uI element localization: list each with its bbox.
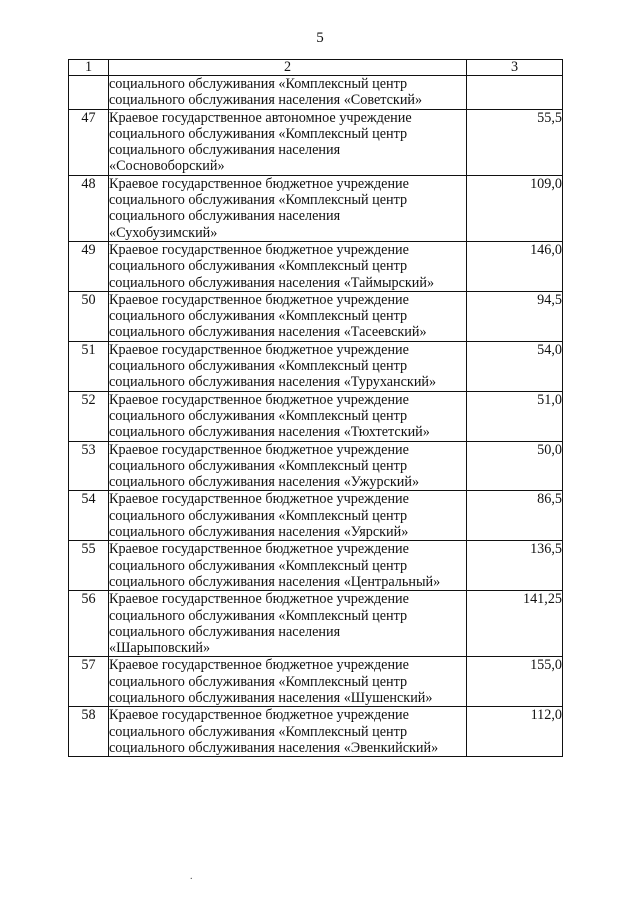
institution-name-line: Краевое государственное бюджетное учреждение — [109, 657, 409, 674]
institution-name-cell — [109, 175, 467, 241]
institution-name-line: социального обслуживания «Комплексный центр — [109, 192, 408, 209]
table-body — [69, 76, 563, 757]
row-number-cell: 50 — [69, 291, 109, 341]
table-row — [69, 541, 563, 591]
row-number-cell: 51 — [69, 341, 109, 391]
amount-cell: 146,0 — [467, 241, 563, 291]
institution-name-cell — [109, 391, 467, 441]
institution-name-cell — [109, 341, 467, 391]
institution-name-line: социального обслуживания «Комплексный центр — [109, 457, 408, 474]
institution-name-line: социального обслуживания населения — [109, 142, 341, 159]
institution-name-line: социального обслуживания населения «Эвенкийский» — [109, 739, 439, 756]
table-header — [69, 60, 563, 76]
institution-name-line: социального обслуживания населения — [109, 208, 341, 225]
institution-name-line: социального обслуживания «Комплексный центр — [109, 673, 408, 690]
table-row — [69, 441, 563, 491]
institution-name-line: Краевое государственное бюджетное учреждение — [109, 241, 409, 258]
institution-name-line: социального обслуживания населения «Уярский» — [109, 524, 409, 541]
institution-name-line: социального обслуживания «Комплексный центр — [109, 507, 408, 524]
column-header-2: 2 — [109, 60, 467, 76]
institution-name-line: Краевое государственное бюджетное учреждение — [109, 591, 409, 608]
header-row — [69, 60, 563, 76]
table-row — [69, 241, 563, 291]
institution-name-line: Краевое государственное бюджетное учреждение — [109, 541, 409, 558]
institution-name-line: социального обслуживания населения «Таймырский» — [109, 274, 435, 291]
institution-name-line: социального обслуживания населения «Туруханский» — [109, 374, 437, 391]
amount-cell: 55,5 — [467, 109, 563, 175]
row-number-cell: 52 — [69, 391, 109, 441]
table-row — [69, 341, 563, 391]
row-number-cell: 53 — [69, 441, 109, 491]
institution-name-cell — [109, 241, 467, 291]
table-row — [69, 591, 563, 657]
row-number-cell — [69, 76, 109, 110]
institution-name-line: социального обслуживания «Комплексный центр — [109, 557, 408, 574]
institution-name-line: Краевое государственное бюджетное учреждение — [109, 707, 409, 724]
row-number-cell: 57 — [69, 657, 109, 707]
institution-name-cell — [109, 76, 467, 110]
institution-name-cell — [109, 591, 467, 657]
institution-name-line: социального обслуживания «Комплексный центр — [109, 76, 408, 92]
amount-cell — [467, 76, 563, 110]
allocation-table — [68, 59, 563, 757]
institution-name-line: «Шарыповский» — [109, 640, 211, 657]
amount-cell: 50,0 — [467, 441, 563, 491]
institution-name-line: Краевое государственное автономное учреждение — [109, 109, 412, 126]
institution-name-line: социального обслуживания «Комплексный центр — [109, 358, 408, 375]
institution-name-line: социального обслуживания «Комплексный центр — [109, 723, 408, 740]
institution-name-line: социального обслуживания населения «Ужурский» — [109, 474, 420, 491]
row-number-cell: 55 — [69, 541, 109, 591]
column-header-3: 3 — [467, 60, 563, 76]
institution-name-line: социального обслуживания населения «Советский» — [109, 92, 423, 109]
institution-name-line: «Сосновоборский» — [109, 158, 225, 175]
row-number-cell: 49 — [69, 241, 109, 291]
institution-name-line: Краевое государственное бюджетное учреждение — [109, 291, 409, 308]
amount-cell: 54,0 — [467, 341, 563, 391]
institution-name-cell — [109, 441, 467, 491]
institution-name-line: Краевое государственное бюджетное учреждение — [109, 175, 409, 192]
amount-cell: 86,5 — [467, 491, 563, 541]
amount-cell: 141,25 — [467, 591, 563, 657]
institution-name-cell — [109, 707, 467, 757]
amount-cell: 155,0 — [467, 657, 563, 707]
column-header-1: 1 — [69, 60, 109, 76]
institution-name-line: социального обслуживания населения «Центральный» — [109, 573, 441, 590]
row-number-cell: 56 — [69, 591, 109, 657]
page-number: 5 — [316, 30, 324, 46]
institution-name-line: социального обслуживания «Комплексный центр — [109, 407, 408, 424]
row-number-cell: 47 — [69, 109, 109, 175]
amount-cell: 94,5 — [467, 291, 563, 341]
institution-name-line: социального обслуживания «Комплексный центр — [109, 308, 408, 325]
amount-cell: 51,0 — [467, 391, 563, 441]
row-number-cell: 54 — [69, 491, 109, 541]
institution-name-line: социального обслуживания «Комплексный центр — [109, 258, 408, 275]
institution-name-line: Краевое государственное бюджетное учреждение — [109, 491, 409, 508]
institution-name-line: социального обслуживания населения «Шушенский» — [109, 689, 433, 706]
row-number-cell: 48 — [69, 175, 109, 241]
table-row — [69, 491, 563, 541]
institution-name-cell — [109, 109, 467, 175]
institution-name-line: социального обслуживания населения «Тасеевский» — [109, 324, 427, 341]
scan-speck: . — [190, 871, 193, 882]
table-row — [69, 391, 563, 441]
table-row — [69, 707, 563, 757]
institution-name-cell — [109, 541, 467, 591]
continuation-row — [69, 76, 563, 110]
institution-name-cell — [109, 657, 467, 707]
table-row — [69, 657, 563, 707]
table-row — [69, 175, 563, 241]
table-row — [69, 291, 563, 341]
institution-name-line: «Сухобузимский» — [109, 224, 218, 241]
amount-cell: 136,5 — [467, 541, 563, 591]
institution-name-line: социального обслуживания населения — [109, 623, 341, 640]
institution-name-line: Краевое государственное бюджетное учреждение — [109, 441, 409, 458]
institution-name-line: социального обслуживания населения «Тюхтетский» — [109, 424, 430, 441]
table-row — [69, 109, 563, 175]
institution-name-line: Краевое государственное бюджетное учреждение — [109, 391, 409, 408]
institution-name-cell — [109, 291, 467, 341]
institution-name-line: Краевое государственное бюджетное учреждение — [109, 341, 409, 358]
amount-cell: 112,0 — [467, 707, 563, 757]
institution-name-line: социального обслуживания «Комплексный центр — [109, 125, 408, 142]
institution-name-cell — [109, 491, 467, 541]
institution-name-line: социального обслуживания «Комплексный центр — [109, 607, 408, 624]
amount-cell: 109,0 — [467, 175, 563, 241]
row-number-cell: 58 — [69, 707, 109, 757]
